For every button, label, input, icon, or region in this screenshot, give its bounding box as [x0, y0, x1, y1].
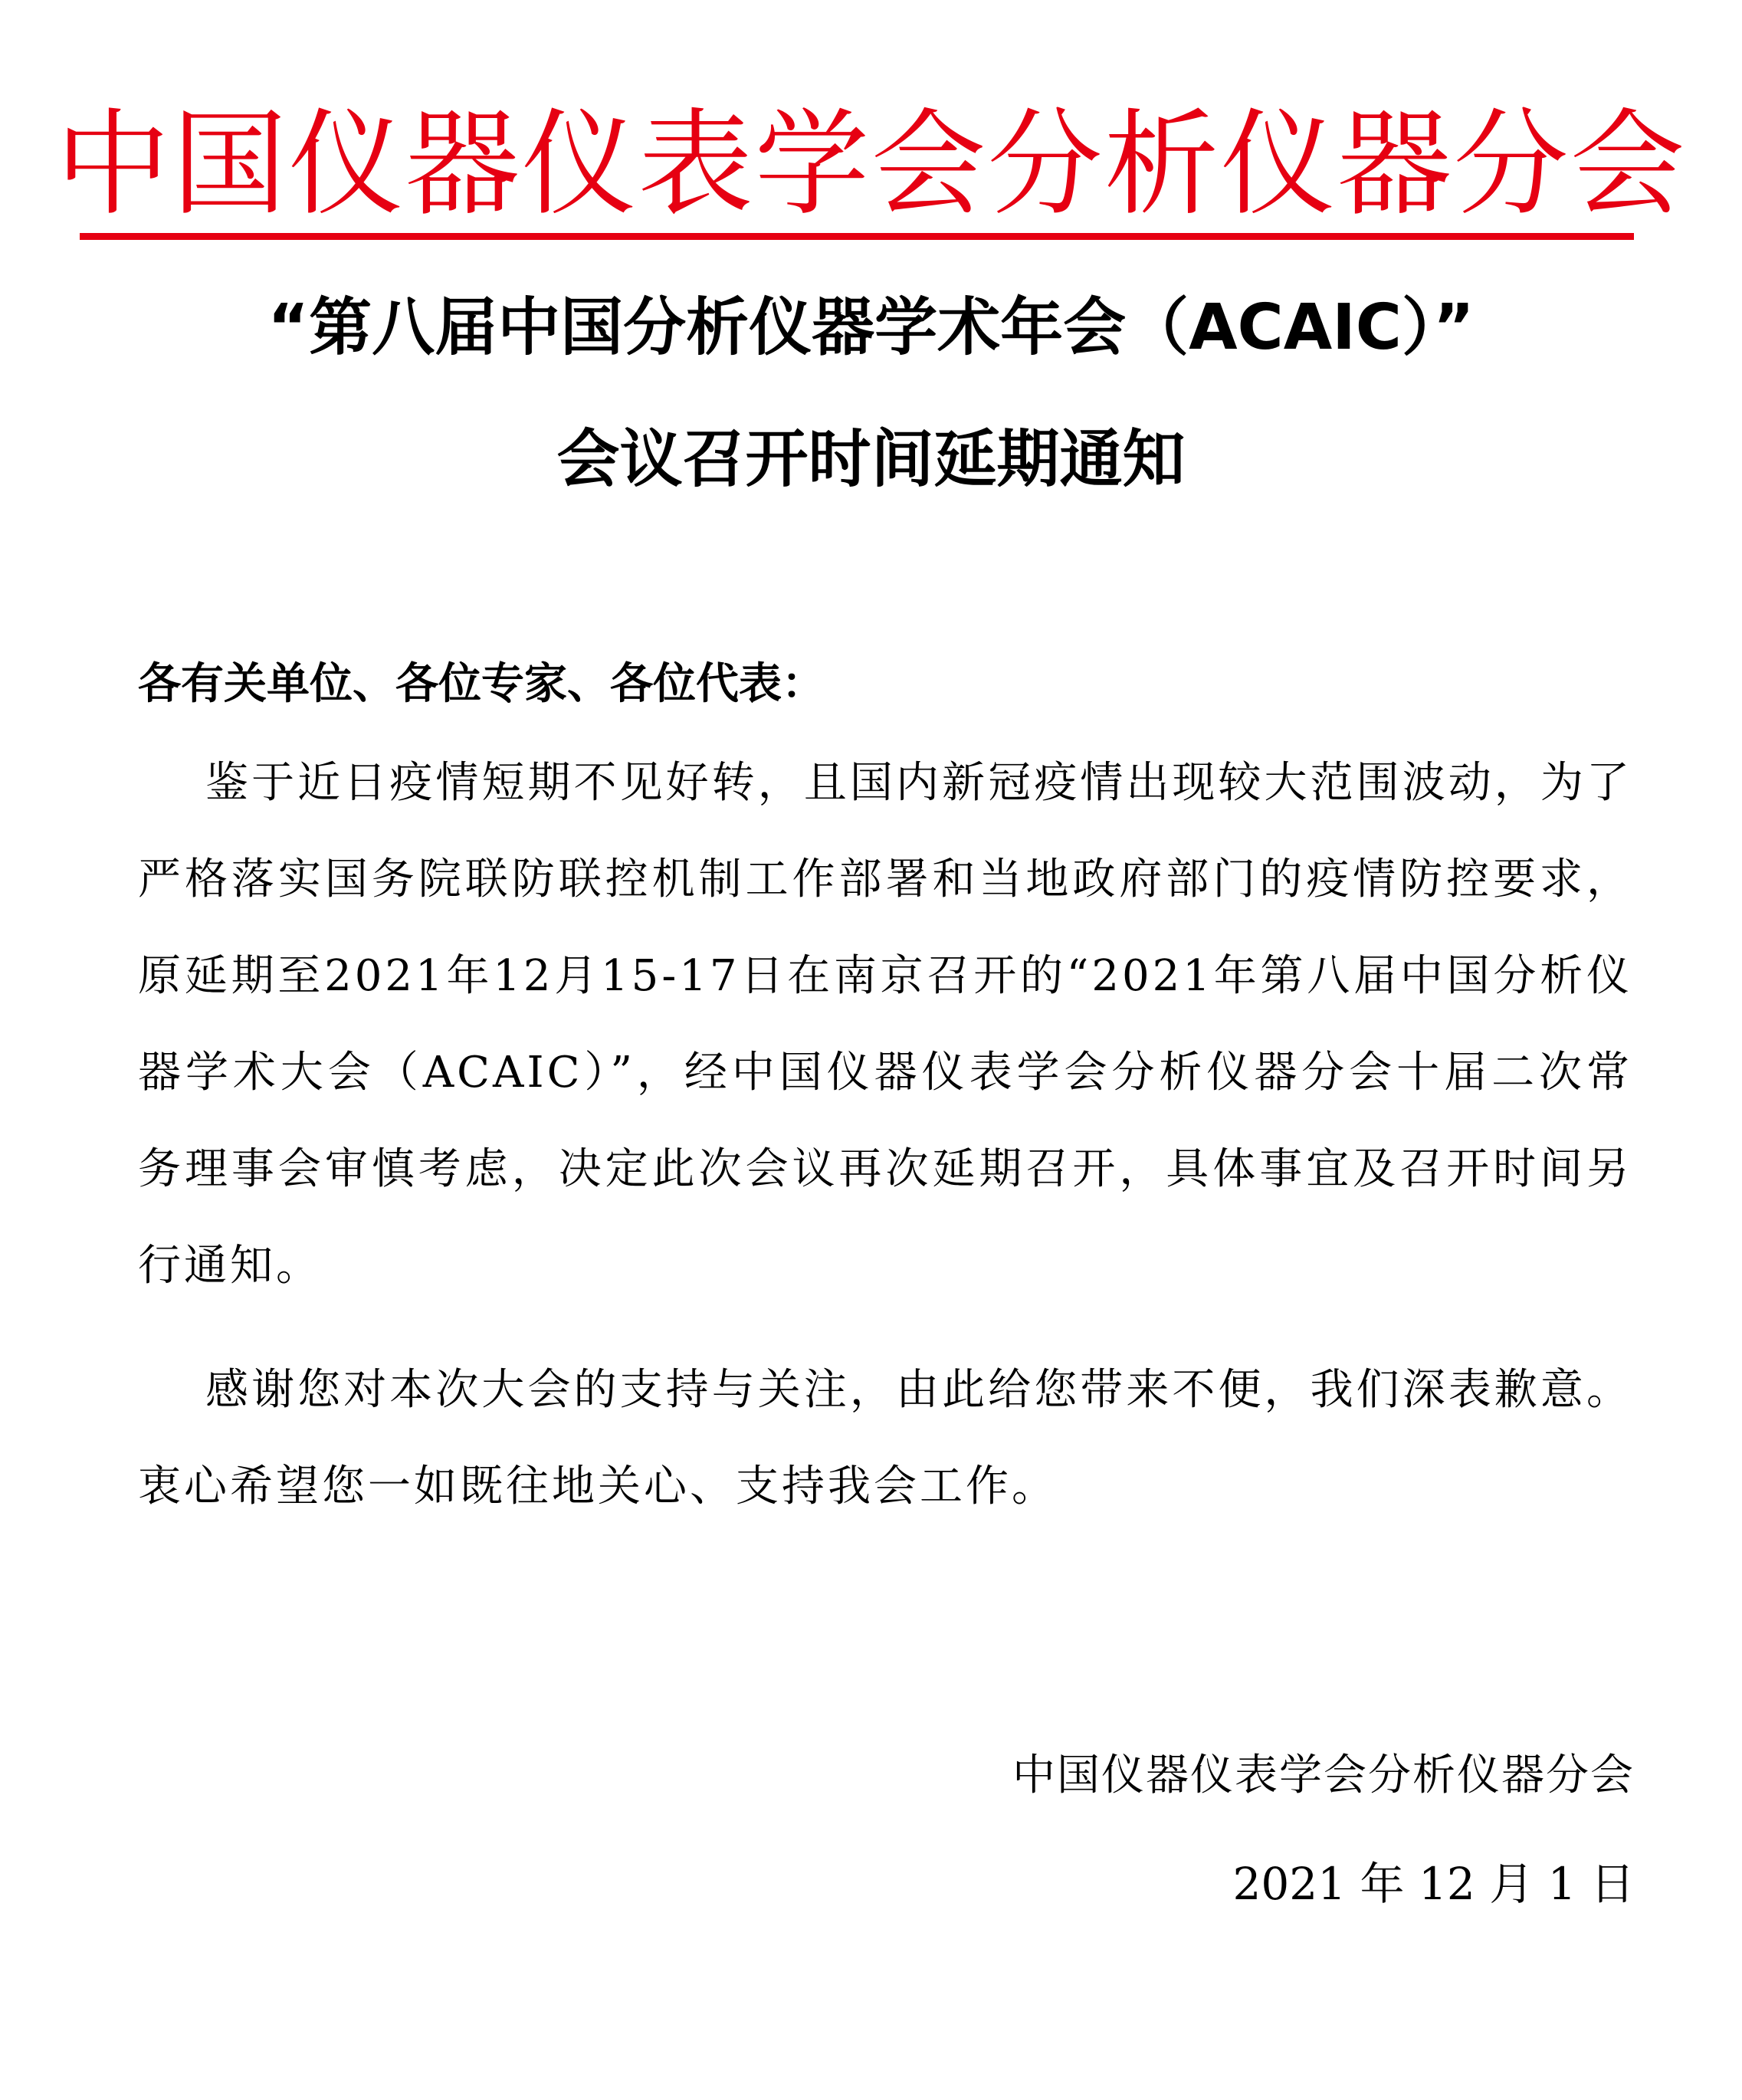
- organization-header: 中国仪器仪表学会分析仪器分会: [55, 98, 1687, 231]
- signature-date: 2021 年 12 月 1 日: [1232, 1858, 1635, 1910]
- body-paragraph-1: 鉴于近日疫情短期不见好转，且国内新冠疫情出现较大范围波动，为了严格落实国务院联防联控机制工作部署和当地政府部门的疫情防控要求，原延期至2021年12月15-17日在南京召开的“2021年第八届中国分析仪器学术大会（ACAIC）”，经中国仪器仪表学会分析仪器分会十届二次常务理事会审慎考虑，决定此次会议再次延期召开，具体事宜及召开时间另行通知。: [138, 758, 1632, 1291]
- body-paragraph-2: 感谢您对本次大会的支持与关注，由此给您带来不便，我们深表歉意。衷心希望您一如既往地关心、支持我会工作。: [138, 1365, 1632, 1511]
- signature-organization: 中国仪器仪表学会分析仪器分会: [1012, 1751, 1635, 1800]
- salutation: 各有关单位、各位专家、各位代表：: [138, 658, 825, 709]
- notice-title-line-2: 会议召开时间延期通知: [556, 423, 1186, 496]
- header-red-rule: [80, 233, 1634, 240]
- notice-title-line-1: “第八届中国分析仪器学术年会（ACAIC）”: [267, 291, 1475, 364]
